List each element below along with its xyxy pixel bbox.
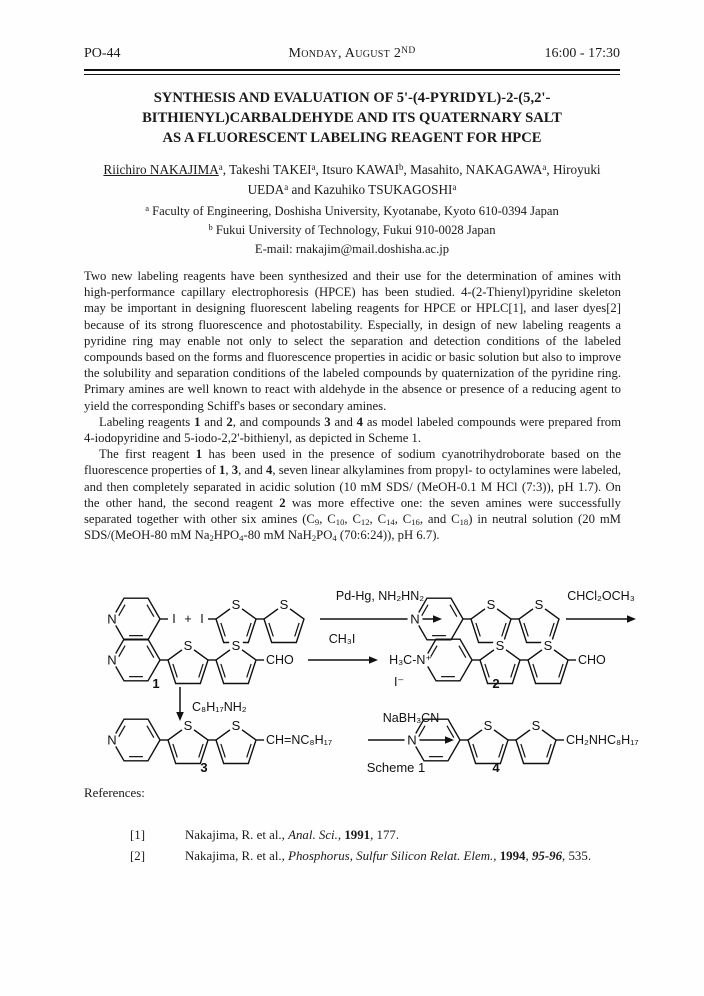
header-rule <box>84 69 620 75</box>
atom-label: N <box>407 732 417 748</box>
scheme-label: 4 <box>492 760 500 775</box>
arrow-head <box>433 615 442 623</box>
scheme-label: I <box>200 612 204 626</box>
atom-label: S <box>231 597 241 612</box>
scheme-label: NaBH₃CN <box>382 711 440 725</box>
atom-label: S <box>183 718 193 733</box>
author-list <box>60 160 644 200</box>
session-time: 16:00 - 17:30 <box>544 46 620 61</box>
scheme-label: 3 <box>200 760 208 775</box>
scheme-label: 2 <box>492 676 500 691</box>
scheme-label: I <box>172 612 176 626</box>
authors-line-2: UEDA$^a$ and Kazuhiko TSUKAGOSHI$^a$ <box>247 181 457 197</box>
atom-label: N <box>107 611 117 627</box>
scheme-label: Scheme 1 <box>366 760 426 775</box>
ref-text: Nakajima, R. et al., Phosphorus, Sulfur Silicon Relat. Elem., 1994, 95-96, 535. <box>185 849 592 863</box>
affiliation-a: $^a$ Faculty of Engineering, Doshisha University, Kyotanabe, Kyoto 610-0394 Japan <box>145 203 559 218</box>
atom-label: S <box>279 597 289 612</box>
affiliation-b: $^b$ Fukui University of Technology, Fukui 910-0028 Japan <box>208 222 496 237</box>
abstract-body <box>84 268 621 543</box>
arrow-head <box>445 736 454 744</box>
scheme-label: 1 <box>152 676 160 691</box>
title-line-2: BITHIENYL)CARBALDEHYDE AND ITS QUATERNARY SALT <box>142 110 562 126</box>
paper-title <box>60 88 644 148</box>
references-heading: References: <box>84 786 145 800</box>
authors-line-1: Riichiro NAKAJIMA$^a$, Takeshi TAKEI$^a$, Itsuro KAWAI$^b$, Masahito, NAKAGAWA$^a$, Hiroyuki <box>103 161 601 177</box>
scheme-label: CH₂NHC₈H₁₇ <box>566 733 639 747</box>
arrow-head <box>176 712 184 721</box>
arrow-head <box>369 656 378 664</box>
references-section <box>84 786 644 869</box>
atom-label: S <box>231 718 241 733</box>
scheme-label: C₈H₁₇NH₂ <box>192 700 247 714</box>
scheme-label: Pd-Hg, NH₂HN₂ <box>335 589 425 603</box>
atom-label: S <box>531 718 541 733</box>
ref-number: [1] <box>130 828 146 842</box>
atom-label: N <box>107 652 117 668</box>
arrow-head <box>627 615 636 623</box>
abstract-paragraph-1: Two new labeling reagents have been synthesized and their use for the determination of amines with high-performance capillary electrophoresis (HPCE) has been studied. 4-(2-Thienyl)pyridine skeleton may be important in designing fluorescent labeling reagents for HPCE or HPLC[1], and laser dyes[2] because of its strong fluorescence and photostability. Especially, in design of new labeling reagents a pyridine ring may enable not only to select the separation and detection conditions of the labeled compounds based on the forms and fluorescence properties in acidic or basic solution but also to improve the solubility and separation conditions of the labeled compounds by quaternization of the pyridine ring. Primary amines are well known to react with aldehyde in the absence or presence of a reducing agent to yield the corresponding Schiff's bases or secondary amines. <box>84 269 621 413</box>
title-line-3: AS A FLUORESCENT LABELING REAGENT FOR HPCE <box>162 130 542 146</box>
scheme-label: CH=NC₈H₁₇ <box>266 733 333 747</box>
page-header <box>84 46 620 66</box>
reference-item <box>84 827 644 843</box>
atom-label: S <box>183 638 193 653</box>
reference-item <box>84 848 644 864</box>
abstract-paragraph-3: The first reagent 1 has been used in the presence of sodium cyanotrihydroborate based on the fluorescence properties of 1, 3, and 4, seven linear alkylamines from propyl- to octylamines were labeled, and then completely separated in acidic solution (10 mM SDS/ (MeOH-0.1 M HCl (7:3)), pH 1.7). On the other hand, the second reagent 2 was more effective one: the seven amines were successfully separated together with other six amines ($C_9$, $C_{10}$, $C_{12}$, $C_{14}$, $C_{16}$, and $C_{18}$) in neutral solution (20 mM SDS/(MeOH-80 mM $Na_2HPO_4-80$ mM $NaH_2PO_4$ (70:6:24)), pH 6.7). <box>84 447 622 544</box>
atom-label: S <box>483 718 493 733</box>
affiliations <box>60 202 644 259</box>
scheme-label: I⁻ <box>394 675 405 689</box>
atom-label: S <box>231 638 241 653</box>
abstract-paragraph-2: Labeling reagents 1 and 2, and compounds 3 and 4 as model labeled compounds were prepared from 4-iodopyridine and 5-iodo-2,2'-bithienyl, as depicted in Scheme 1. <box>84 414 622 446</box>
reaction-scheme <box>84 585 704 781</box>
atom-label: S <box>534 597 544 612</box>
scheme-label: CHO <box>266 653 294 667</box>
atom-label: S <box>543 638 553 653</box>
atom-label: N <box>410 611 420 627</box>
session-day: Monday, August 2ND <box>288 45 416 61</box>
email-line: E-mail: rnakajim@mail.doshisha.ac.jp <box>254 242 450 256</box>
ref-number: [2] <box>130 849 146 863</box>
atom-label: S <box>486 597 496 612</box>
scheme-label: CHO <box>578 653 606 667</box>
session-code: PO-44 <box>84 46 121 61</box>
scheme-label: H₃C-N⁺ <box>389 653 432 667</box>
title-line-1: SYNTHESIS AND EVALUATION OF 5'-(4-PYRIDYL)-2-(5,2'- <box>153 90 551 106</box>
ref-text: Nakajima, R. et al., Anal. Sci., 1991, 177. <box>185 828 400 842</box>
atom-label: S <box>495 638 505 653</box>
atom-label: N <box>107 732 117 748</box>
scheme-label: + <box>184 612 192 626</box>
scheme-label: CHCl₂OCH₃ <box>567 589 635 603</box>
scheme-label: CH₃I <box>328 632 356 646</box>
